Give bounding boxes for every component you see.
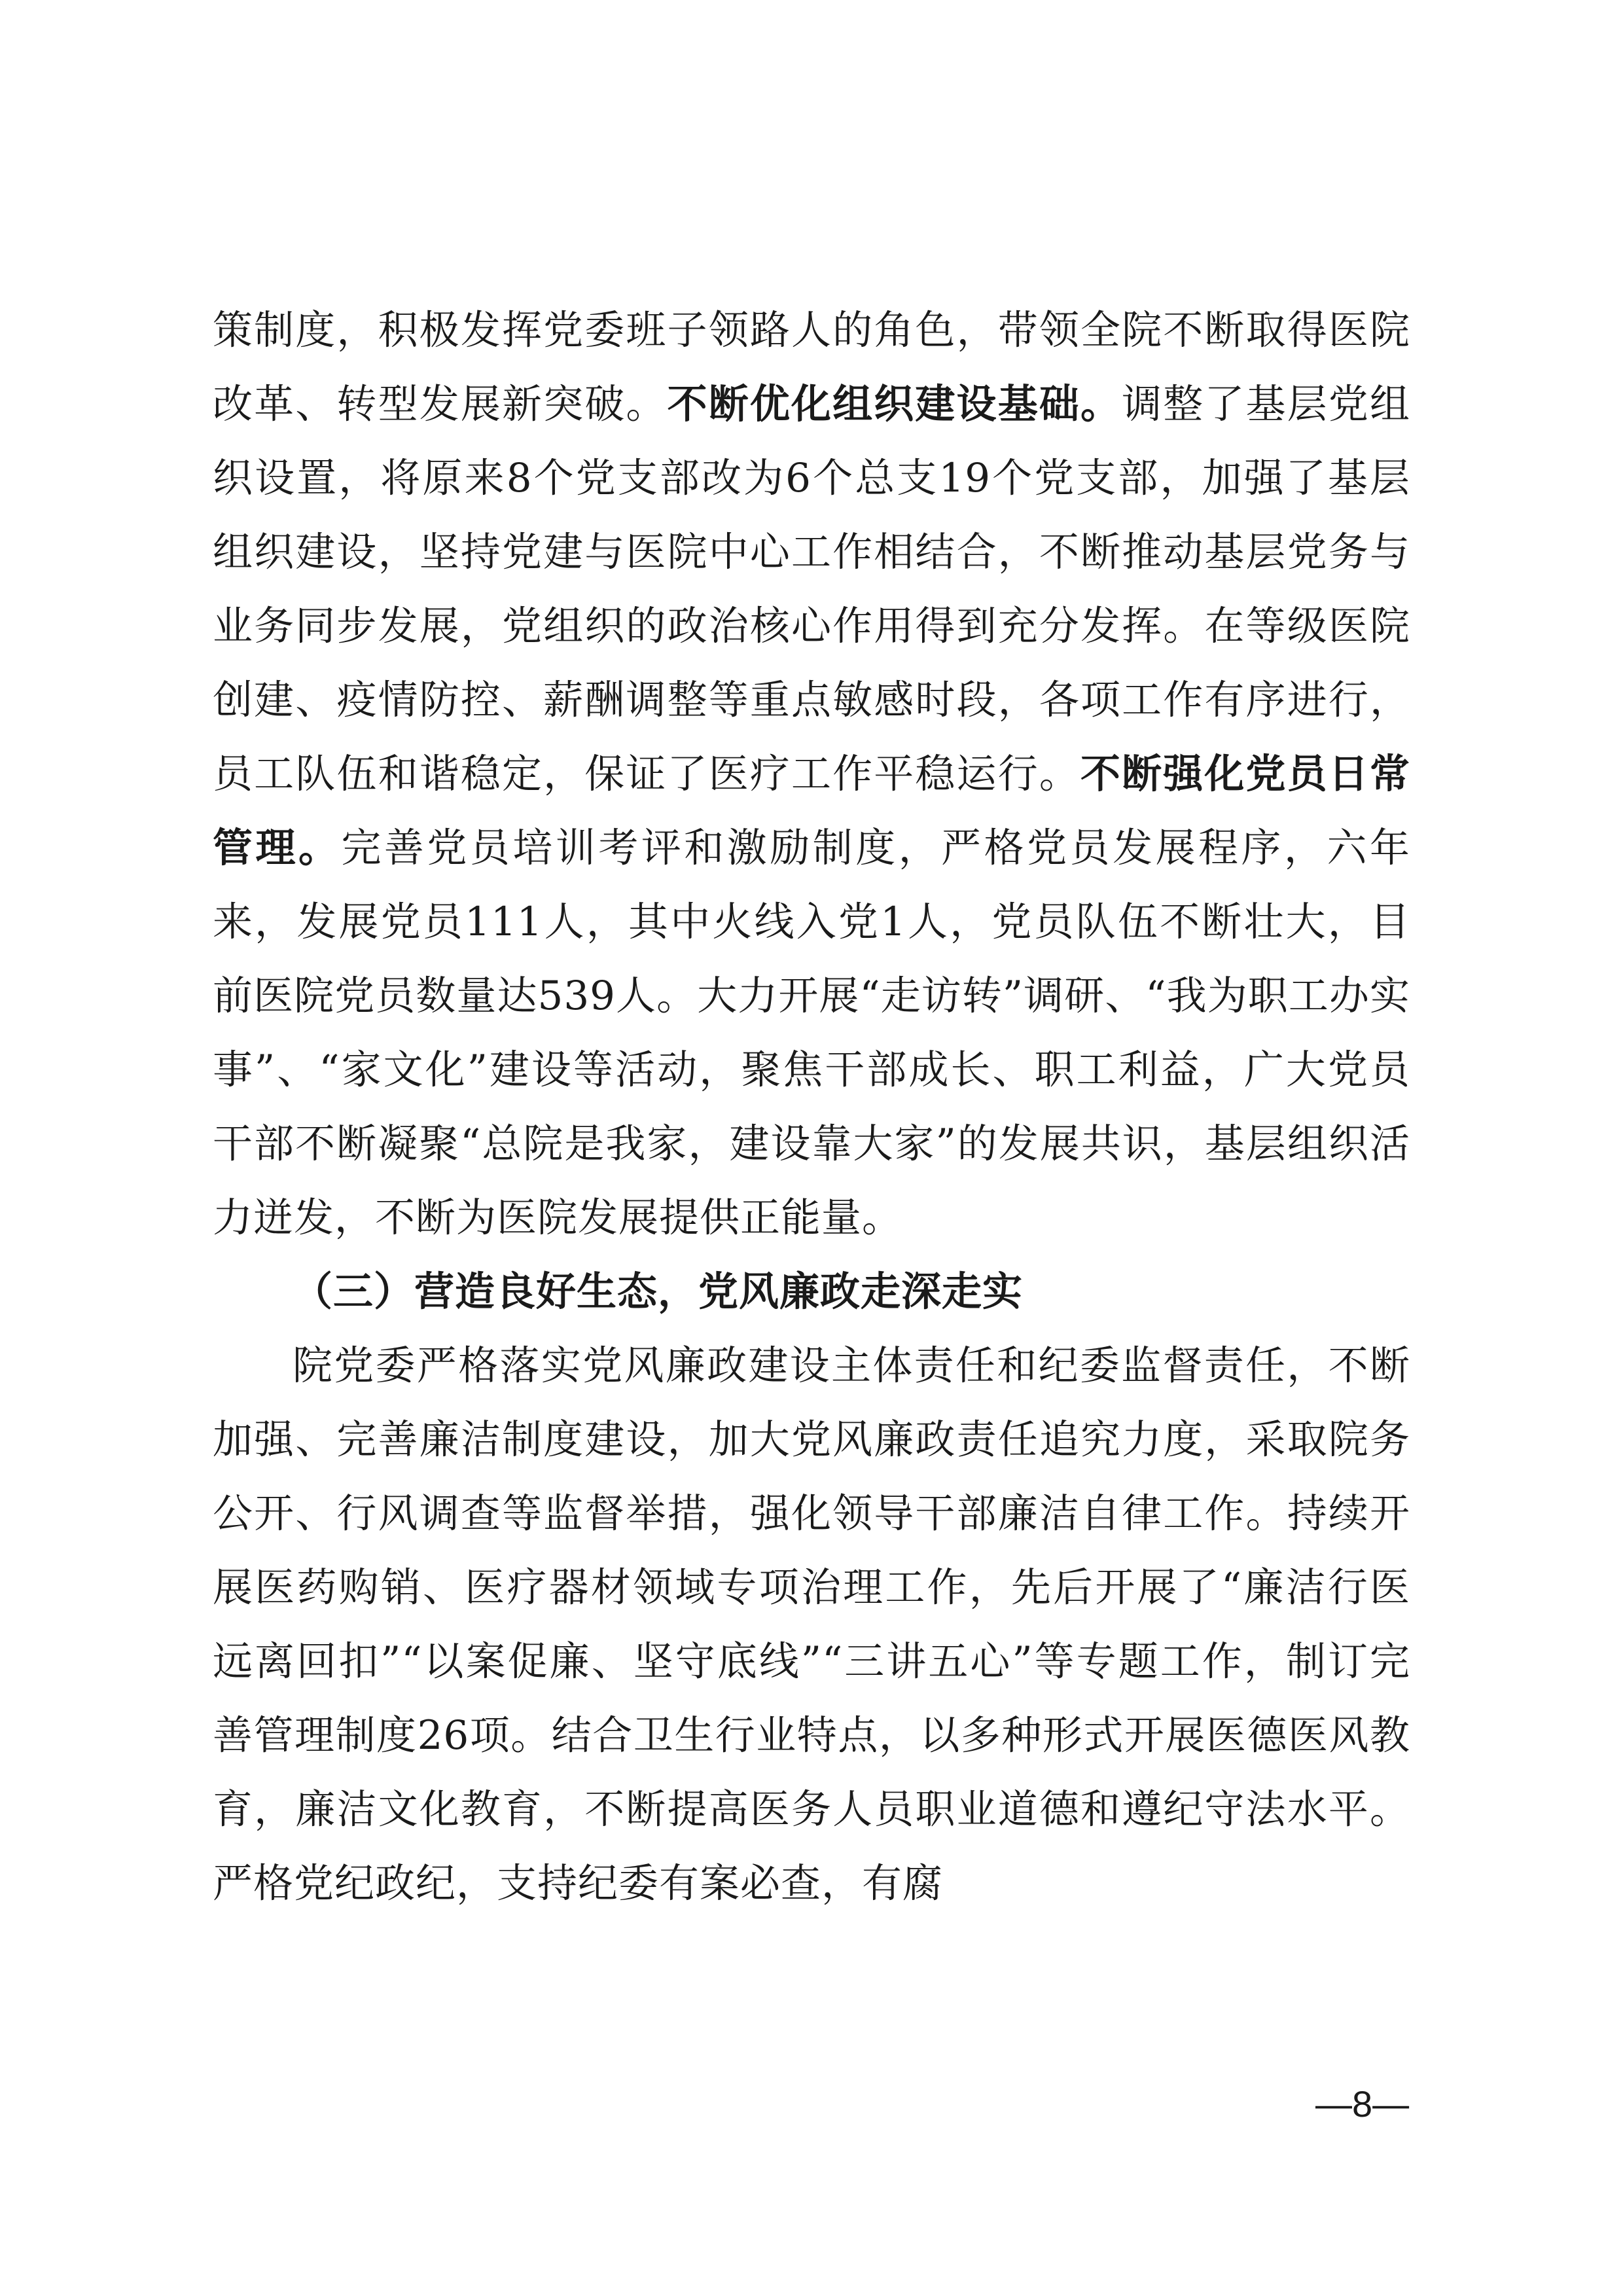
section-heading: （三）营造良好生态，党风廉政走深走实 bbox=[293, 1268, 1024, 1315]
paragraph-integrity: 院党委严格落实党风廉政建设主体责任和纪委监督责任，不断加强、完善廉洁制度建设，加大党风廉政责任追究力度，采取院务公开、行风调查等监督举措，强化领导干部廉洁自律工作。持续开展医药购销、医疗器材领域专项治理工作，先后开展了“廉洁行医 远离回扣”“以案促廉、坚守底线”“三讲五心”等专题工作，制订完善管理制度26项。结合卫生行业特点，以多种形式开展医德医风教育，廉洁文化教育，不断提高医务人员职业道德和遵纪守法水平。严格党纪政纪，支持纪委有案必查，有腐 bbox=[213, 1342, 1410, 1907]
paragraph-text: 策制度，积极发挥党委班子领路人的角色，带领全院不断取得医院改革、转型发展新突破。 bbox=[213, 307, 1410, 427]
bold-lead-organization: 不断优化组织建设基础。 bbox=[667, 381, 1122, 427]
paragraph-text: 完善党员培训考评和激励制度，严格党员发展程序，六年来，发展党员111人，其中火线入党1人，党员队伍不断壮大，目前医院党员数量达539人。大力开展“走访转”调研、“我为职工办实事”、“家文化”建设等活动，聚焦干部成长、职工利益，广大党员干部不断凝聚“总院是我家，建设靠大家”的发展共识，基层组织活力迸发，不断为医院发展提供正能量。 bbox=[213, 825, 1410, 1241]
paragraph-text: 调整了基层党组织设置，将原来8个党支部改为6个总支19个党支部，加强了基层组织建设，坚持党建与医院中心工作相结合，不断推动基层党务与业务同步发展，党组织的政治核心作用得到充分发挥。在等级医院创建、疫情防控、薪酬调整等重点敏感时段，各项工作有序进行，员工队伍和谐稳定，保证了医疗工作平稳运行。 bbox=[213, 381, 1410, 797]
paragraph-party-organization bbox=[213, 293, 1410, 1255]
document-body bbox=[213, 293, 1410, 1920]
bold-lead-member-management: 不断强化党员日常管理。 bbox=[213, 751, 1410, 871]
page-number: —8— bbox=[1315, 2083, 1410, 2125]
